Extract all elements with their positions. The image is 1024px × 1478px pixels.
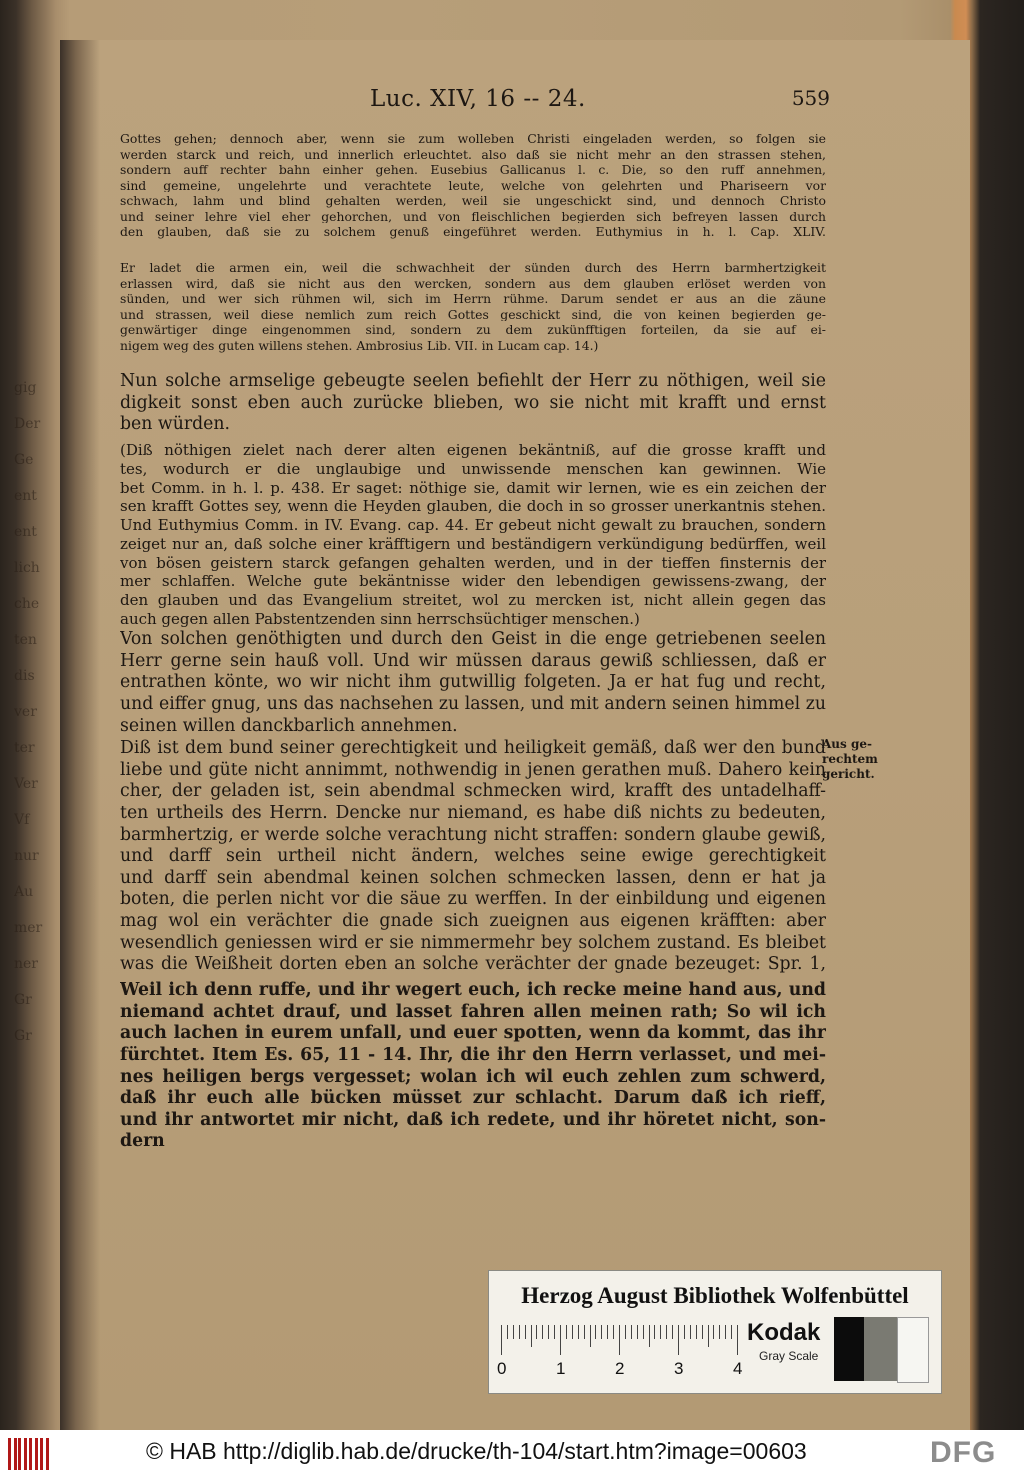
copyright-link[interactable]: © HAB http://diglib.hab.de/drucke/th-104/start.htm?image=00603 <box>146 1438 807 1464</box>
block1-line: schwach, lahm und blind gehalten werden, weil sie ungeschickt sind, und dennoch Christo <box>120 193 826 208</box>
ruler-tick <box>595 1325 596 1339</box>
para4-line: auch lachen in eurem unfall, und euer spotten, wenn da kommt, das ihr <box>120 1023 826 1044</box>
ruler-tick <box>513 1325 514 1339</box>
para1-line: ben würden. <box>120 414 231 435</box>
block1-line: und seiner lehre viel eher gehorchen, und von fleischlichen begierden sich befreyen lassen durch <box>120 208 826 223</box>
block1-line: sind gemeine, ungelehrte und verachtete leute, welche von gelehrten und Phariseern vor <box>120 177 826 192</box>
para3-line: mag wol ein verächter die gnade sich zueignen aus eigenen kräfften: aber <box>120 911 826 931</box>
ruler-tick <box>519 1325 520 1339</box>
ruler-tick <box>625 1325 626 1339</box>
ruler-tick <box>649 1325 650 1347</box>
para2-line: Herr gerne sein hauß voll. Und wir müssen daraus gewiß schliessen, daß er <box>120 650 826 671</box>
ruler-tick <box>501 1325 502 1355</box>
paragraph-3 <box>120 737 826 975</box>
ruler-number: 0 <box>497 1359 507 1378</box>
block3-line: auch gegen allen Pabstentzenden sinn herrschsüchtiger menschen.) <box>120 609 640 628</box>
para3-line: ten urtheils des Herrn. Dencke nur niemand, es habe diß nichts zu bedeuten, <box>120 802 826 823</box>
ruler-tick <box>684 1325 685 1339</box>
bleed-fragment: Au <box>14 884 34 900</box>
ruler-tick <box>643 1325 644 1339</box>
bleed-fragment: Gr <box>14 1028 32 1044</box>
running-title: Luc. XIV, 16 -- 24. <box>370 86 586 112</box>
ruler-tick <box>690 1325 691 1339</box>
ruler-tick <box>590 1325 591 1347</box>
bleed-fragment: Der <box>14 416 41 432</box>
kodak-logo: Kodak <box>747 1319 821 1346</box>
para3-line: boten, die perlen nicht vor die säue zu werffen. In der einbildung und eigenen <box>120 889 826 910</box>
bleed-fragment: Ver <box>14 776 38 792</box>
barcode-bar <box>29 1438 32 1470</box>
para4-line: niemand achtet drauf, und lasset fahren allen meinen rath; So wil ich <box>120 1001 826 1022</box>
barcode-bar <box>14 1438 17 1470</box>
block2-line: sünden, und wer sich rühmen wil, sich im Herrn rühme. Darum sendet er aus an die zäune <box>120 291 826 306</box>
ruler-number: 4 <box>733 1359 743 1378</box>
block3-line: (Diß nöthigen zielet nach derer alten eigenen bekäntniß, auf die grosse krafft und <box>120 441 826 459</box>
block2-line: genwärtiger dinge eingenommen sind, sondern zu dem zukünfftigen forteilen, da sie auf ei- <box>120 322 826 337</box>
margin-note <box>822 737 892 782</box>
ruler-tick <box>542 1325 543 1339</box>
ruler-tick <box>584 1325 585 1339</box>
gray-patch-black <box>834 1317 864 1381</box>
ruler-tick <box>578 1325 579 1339</box>
gray-scale-label: Gray Scale <box>759 1349 819 1363</box>
paragraph-2 <box>120 628 826 737</box>
scale-ruler <box>497 1319 743 1378</box>
bleed-fragment: ent <box>14 488 37 504</box>
running-header <box>370 86 830 116</box>
ruler-tick <box>637 1325 638 1339</box>
ruler-number: 3 <box>674 1359 684 1378</box>
para3-line: barmhertzig, er werde solche verachtung nicht straffen: sondern glaube gewiß, <box>120 824 826 845</box>
ruler-tick <box>548 1325 549 1339</box>
bleed-fragment: ten <box>14 632 37 648</box>
ruler-tick <box>507 1325 508 1339</box>
commentary-block-3 <box>120 440 826 629</box>
margin-note-line: gericht. <box>822 767 875 781</box>
block3-line: Und Euthymius Comm. in IV. Evang. cap. 44. Er gebeut nicht gewalt zu brauchen, sondern <box>120 516 826 534</box>
block1-line: sondern auff rechter bahn einher gehen. Eusebius Gallicanus l. c. Die, so den ruff annehmen, <box>120 162 826 177</box>
para4-line: und ihr antwortet mir nicht, daß ich redete, und ihr höretet nicht, son- <box>120 1109 826 1130</box>
ruler-tick <box>666 1325 667 1339</box>
para4-line: dern <box>120 1131 165 1152</box>
commentary-block-1 <box>120 130 826 239</box>
barcode-bar <box>24 1438 27 1470</box>
bleed-fragment: ver <box>14 704 37 720</box>
para2-line: Von solchen genöthigten und durch den Geist in die enge getriebenen seelen <box>120 629 826 649</box>
block2-line: Er ladet die armen ein, weil die schwachheit der sünden durch des Herrn barmhertzigkeit <box>120 260 826 275</box>
para3-line: was die Weißheit dorten eben an solche verächter der gnade bezeuget: Spr. 1, <box>120 954 826 975</box>
ruler-tick <box>525 1325 526 1339</box>
barcode-bar <box>18 1438 21 1470</box>
para4-line: nes heiligen bergs vergesset; wolan ich wil euch zehlen zum schwerd, <box>120 1066 826 1087</box>
para1-line: digkeit sonst eben auch zurücke blieben, wo sie nicht mit krafft und ernst <box>120 392 826 413</box>
ruler-tick <box>654 1325 655 1339</box>
stamp-title: Herzog August Bibliothek Wolfenbüttel <box>521 1283 909 1308</box>
ruler-tick <box>566 1325 567 1339</box>
ruler-tick <box>631 1325 632 1339</box>
ruler-tick <box>560 1325 561 1355</box>
ruler-tick <box>708 1325 709 1347</box>
ruler-tick <box>737 1325 738 1355</box>
facing-page-bleed <box>0 380 60 1080</box>
ruler-tick <box>713 1325 714 1339</box>
ruler-tick <box>672 1325 673 1339</box>
para2-line: entrathen könte, wo wir nicht ihm gutwillig folgeten. Ja er hat fug und recht, <box>120 672 826 693</box>
block3-line: sen krafft Gottes sey, wenn die Heyden glauben, die doch in so grosser unerkantnis stehen. <box>120 497 826 515</box>
ruler-tick <box>607 1325 608 1339</box>
para4-line: fürchtet. Item Es. 65, 11 - 14. Ihr, die ihr den Herrn verlasset, und mei- <box>120 1044 826 1065</box>
ruler-number: 2 <box>615 1359 625 1378</box>
para3-line: Diß ist dem bund seiner gerechtigkeit und heiligkeit gemäß, daß wer den bund <box>120 738 826 758</box>
bleed-fragment: lich <box>14 560 40 576</box>
block3-line: den glauben und das Evangelium streitet, wol zu mercken ist, nicht allein gegen das <box>120 591 826 609</box>
gray-patch-mid <box>864 1317 897 1381</box>
ruler-tick <box>601 1325 602 1339</box>
ruler-tick <box>678 1325 679 1355</box>
block2-line: erlassen wird, daß sie nicht aus den wercken, sondern aus dem glauben erlöset werden von <box>120 275 826 290</box>
block3-line: von bösen geistern starck gefangen gehalten werden, und in der tieffen finsternis der <box>120 553 826 572</box>
commentary-block-2 <box>120 259 826 355</box>
block1-line: Gottes gehen; dennoch aber, wenn sie zum wolleben Christi eingeladen werden, so folgen sie <box>120 131 826 146</box>
bleed-fragment: Vf <box>14 812 30 828</box>
ruler-tick <box>554 1325 555 1339</box>
para3-line: cher, der geladen ist, sein abendmal schmecken wird, krafft des untadelhaff- <box>120 781 826 802</box>
barcode-icon <box>8 1438 52 1470</box>
bleed-fragment: ter <box>14 740 35 756</box>
bleed-fragment: ent <box>14 524 37 540</box>
bleed-fragment: gig <box>14 380 37 396</box>
ruler-tick <box>660 1325 661 1339</box>
para2-line: und eiffer gnug, uns das nachsehen zu lassen, und mit andern seinen himmel zu <box>120 693 826 714</box>
block1-line: den glauben, daß sie zu solchem genuß eingeführet werden. Euthymius in h. l. Cap. XLIV. <box>120 224 826 239</box>
bleed-fragment: che <box>14 596 40 612</box>
bleed-fragment: nur <box>14 848 39 864</box>
bleed-fragment: mer <box>14 920 43 936</box>
library-stamp <box>488 1270 942 1394</box>
ruler-tick <box>719 1325 720 1339</box>
ruler-number: 1 <box>556 1359 566 1378</box>
barcode-bar <box>8 1438 11 1470</box>
paragraph-1 <box>120 370 826 435</box>
para3-line: wesendlich geniessen wird er sie nimmermehr bey solchem zustand. Es bleibet <box>120 932 826 953</box>
page-number: 559 <box>791 86 830 110</box>
viewer-footer <box>0 1430 1024 1478</box>
block1-line: werden starck und reich, und innerlich erleuchtet. also daß sie nicht mehr an den strassen stehen, <box>120 146 826 161</box>
para1-line: Nun solche armselige gebeugte seelen befiehlt der Herr zu nöthigen, weil sie <box>120 371 826 391</box>
ruler-tick <box>536 1325 537 1339</box>
para3-line: und darff sein urtheil nicht ändern, welches seine ewige gerechtigkeit <box>120 846 826 867</box>
ruler-tick <box>702 1325 703 1339</box>
para3-line: und darff sein abendmal keinen solchen schmecken lassen, denn er hat ja <box>120 867 826 888</box>
block3-line: mer schlaffen. Welche gute bekäntnisse wider den lebendigen gewissens-zwang, der <box>120 572 826 590</box>
block2-line: und strassen, weil diese nemlich zum reich Gottes geschickt sind, die von keinen begierden ge- <box>120 306 826 321</box>
ruler-tick <box>613 1325 614 1339</box>
margin-note-line: Aus ge- <box>822 737 872 751</box>
gutter-shadow <box>60 40 100 1430</box>
ruler-tick <box>731 1325 732 1339</box>
barcode-bar <box>35 1438 38 1470</box>
block3-line: bet Comm. in h. l. p. 438. Er saget: nöthige sie, damit wir lernen, wie es ein zeichen der <box>120 478 826 497</box>
block3-line: zeiget nur an, daß solche einer kräfftigern und beständigern verkündigung bedürffen, weil <box>120 534 826 553</box>
bleed-fragment: ner <box>14 956 38 972</box>
bleed-fragment: dis <box>14 668 35 684</box>
gray-patch-white <box>897 1317 929 1383</box>
scripture-quote <box>120 979 826 1153</box>
ruler-tick <box>696 1325 697 1339</box>
para4-line: Weil ich denn ruffe, und ihr wegert euch, ich recke meine hand aus, und <box>120 980 826 1000</box>
ruler-tick <box>531 1325 532 1347</box>
block3-line: tes, wodurch er die unglaubige und unwissende menschen kan gewinnen. Wie <box>120 459 826 478</box>
ruler-tick <box>725 1325 726 1339</box>
para2-line: seinen willen danckbarlich annehmen. <box>120 715 458 736</box>
block2-line: nigem weg des guten willens stehen. Ambrosius Lib. VII. in Lucam cap. 14.) <box>120 337 599 353</box>
ruler-tick <box>572 1325 573 1339</box>
barcode-bar <box>46 1438 49 1470</box>
bleed-fragment: Ge <box>14 452 34 468</box>
dfg-logo: DFG <box>930 1436 997 1469</box>
para4-line: daß ihr euch alle bücken müsset zur schlacht. Darum daß ich rieff, <box>120 1088 826 1109</box>
margin-note-line: rechtem <box>822 752 878 766</box>
bleed-fragment: Gr <box>14 992 32 1008</box>
ruler-tick <box>619 1325 620 1355</box>
barcode-bar <box>40 1438 43 1470</box>
para3-line: liebe und güte nicht annimmt, nothwendig in jenen gerathen muß. Dahero kein <box>120 759 826 780</box>
